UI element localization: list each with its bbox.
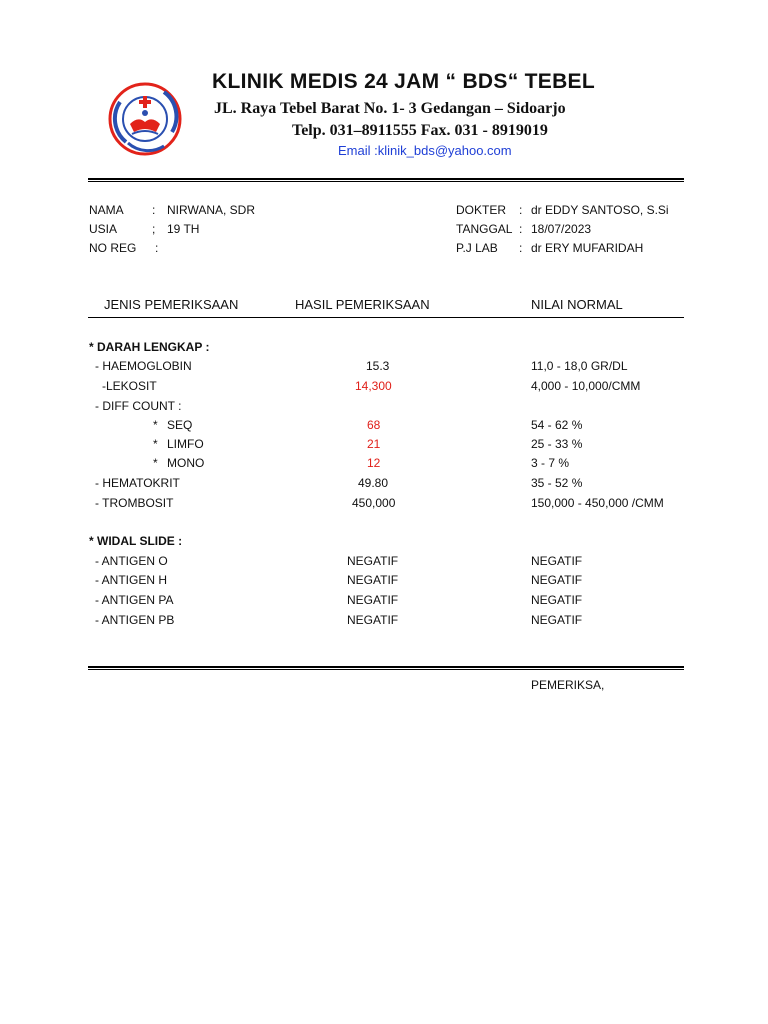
section-darah-lengkap: * DARAH LENGKAP :	[89, 340, 210, 354]
test-result-abnormal: 21	[367, 437, 381, 451]
usia-value: 19 TH	[167, 222, 200, 236]
test-normal: 4,000 - 10,000/CMM	[531, 379, 641, 393]
test-name: - ANTIGEN O	[95, 554, 168, 568]
pjlab-sep: :	[519, 241, 523, 255]
test-name: LIMFO	[167, 437, 204, 451]
test-name: - ANTIGEN H	[95, 573, 168, 587]
test-name: -LEKOSIT	[102, 379, 157, 393]
test-name: - ANTIGEN PA	[95, 593, 174, 607]
clinic-title: KLINIK MEDIS 24 JAM “ BDS“ TEBEL	[212, 70, 595, 93]
tanggal-value: 18/07/2023	[531, 222, 592, 236]
column-normal: NILAI NORMAL	[531, 297, 623, 312]
noreg-label: NO REG	[89, 241, 137, 255]
column-hasil: HASIL PEMERIKSAAN	[295, 297, 430, 312]
dokter-sep: :	[519, 203, 523, 217]
test-normal: 3 - 7 %	[531, 456, 570, 470]
test-result: NEGATIF	[347, 554, 399, 568]
test-normal: NEGATIF	[531, 593, 583, 607]
bullet: *	[153, 418, 158, 432]
pjlab-label: P.J LAB	[456, 241, 498, 255]
footer-divider	[88, 666, 684, 670]
test-result: NEGATIF	[347, 613, 399, 627]
test-name: - HEMATOKRIT	[95, 476, 180, 490]
test-name: SEQ	[167, 418, 193, 432]
nama-value: NIRWANA, SDR	[167, 203, 256, 217]
clinic-logo	[106, 80, 184, 158]
usia-label: USIA	[89, 222, 118, 236]
test-normal: NEGATIF	[531, 554, 583, 568]
tanggal-label: TANGGAL	[456, 222, 513, 236]
clinic-address: JL. Raya Tebel Barat No. 1- 3 Gedangan – Sidoarjo	[214, 100, 566, 117]
nama-label: NAMA	[89, 203, 124, 217]
test-normal: NEGATIF	[531, 573, 583, 587]
test-normal: 35 - 52 %	[531, 476, 583, 490]
column-jenis: JENIS PEMERIKSAAN	[104, 297, 239, 312]
dokter-value: dr EDDY SANTOSO, S.Si	[531, 203, 669, 217]
test-name: - DIFF COUNT :	[95, 399, 182, 413]
test-result-abnormal: 12	[367, 456, 381, 470]
tanggal-sep: :	[519, 222, 523, 236]
test-result: NEGATIF	[347, 573, 399, 587]
test-result: 49.80	[358, 476, 389, 490]
noreg-sep: :	[155, 241, 159, 255]
test-name: MONO	[167, 456, 205, 470]
bullet: *	[153, 437, 158, 451]
test-result-abnormal: 68	[367, 418, 381, 432]
test-name: - TROMBOSIT	[95, 496, 174, 510]
clinic-phone: Telp. 031–8911555 Fax. 031 - 8919019	[292, 122, 548, 139]
nama-sep: :	[152, 203, 156, 217]
test-result: NEGATIF	[347, 593, 399, 607]
clinic-email[interactable]: Email :klinik_bds@yahoo.com	[338, 143, 512, 158]
usia-sep: ;	[152, 222, 156, 236]
test-name: - ANTIGEN PB	[95, 613, 175, 627]
test-normal: NEGATIF	[531, 613, 583, 627]
pemeriksa-label: PEMERIKSA,	[531, 678, 605, 692]
column-divider	[88, 317, 684, 318]
test-result: 15.3	[366, 359, 390, 373]
test-result: 450,000	[352, 496, 396, 510]
pjlab-value: dr ERY MUFARIDAH	[531, 241, 644, 255]
test-name: - HAEMOGLOBIN	[95, 359, 192, 373]
bullet: *	[153, 456, 158, 470]
test-result-abnormal: 14,300	[355, 379, 392, 393]
test-normal: 54 - 62 %	[531, 418, 583, 432]
test-normal: 150,000 - 450,000 /CMM	[531, 496, 664, 510]
dokter-label: DOKTER	[456, 203, 507, 217]
header-divider	[88, 178, 684, 182]
test-normal: 25 - 33 %	[531, 437, 583, 451]
section-widal-slide: * WIDAL SLIDE :	[89, 534, 183, 548]
test-normal: 11,0 - 18,0 GR/DL	[531, 359, 628, 373]
